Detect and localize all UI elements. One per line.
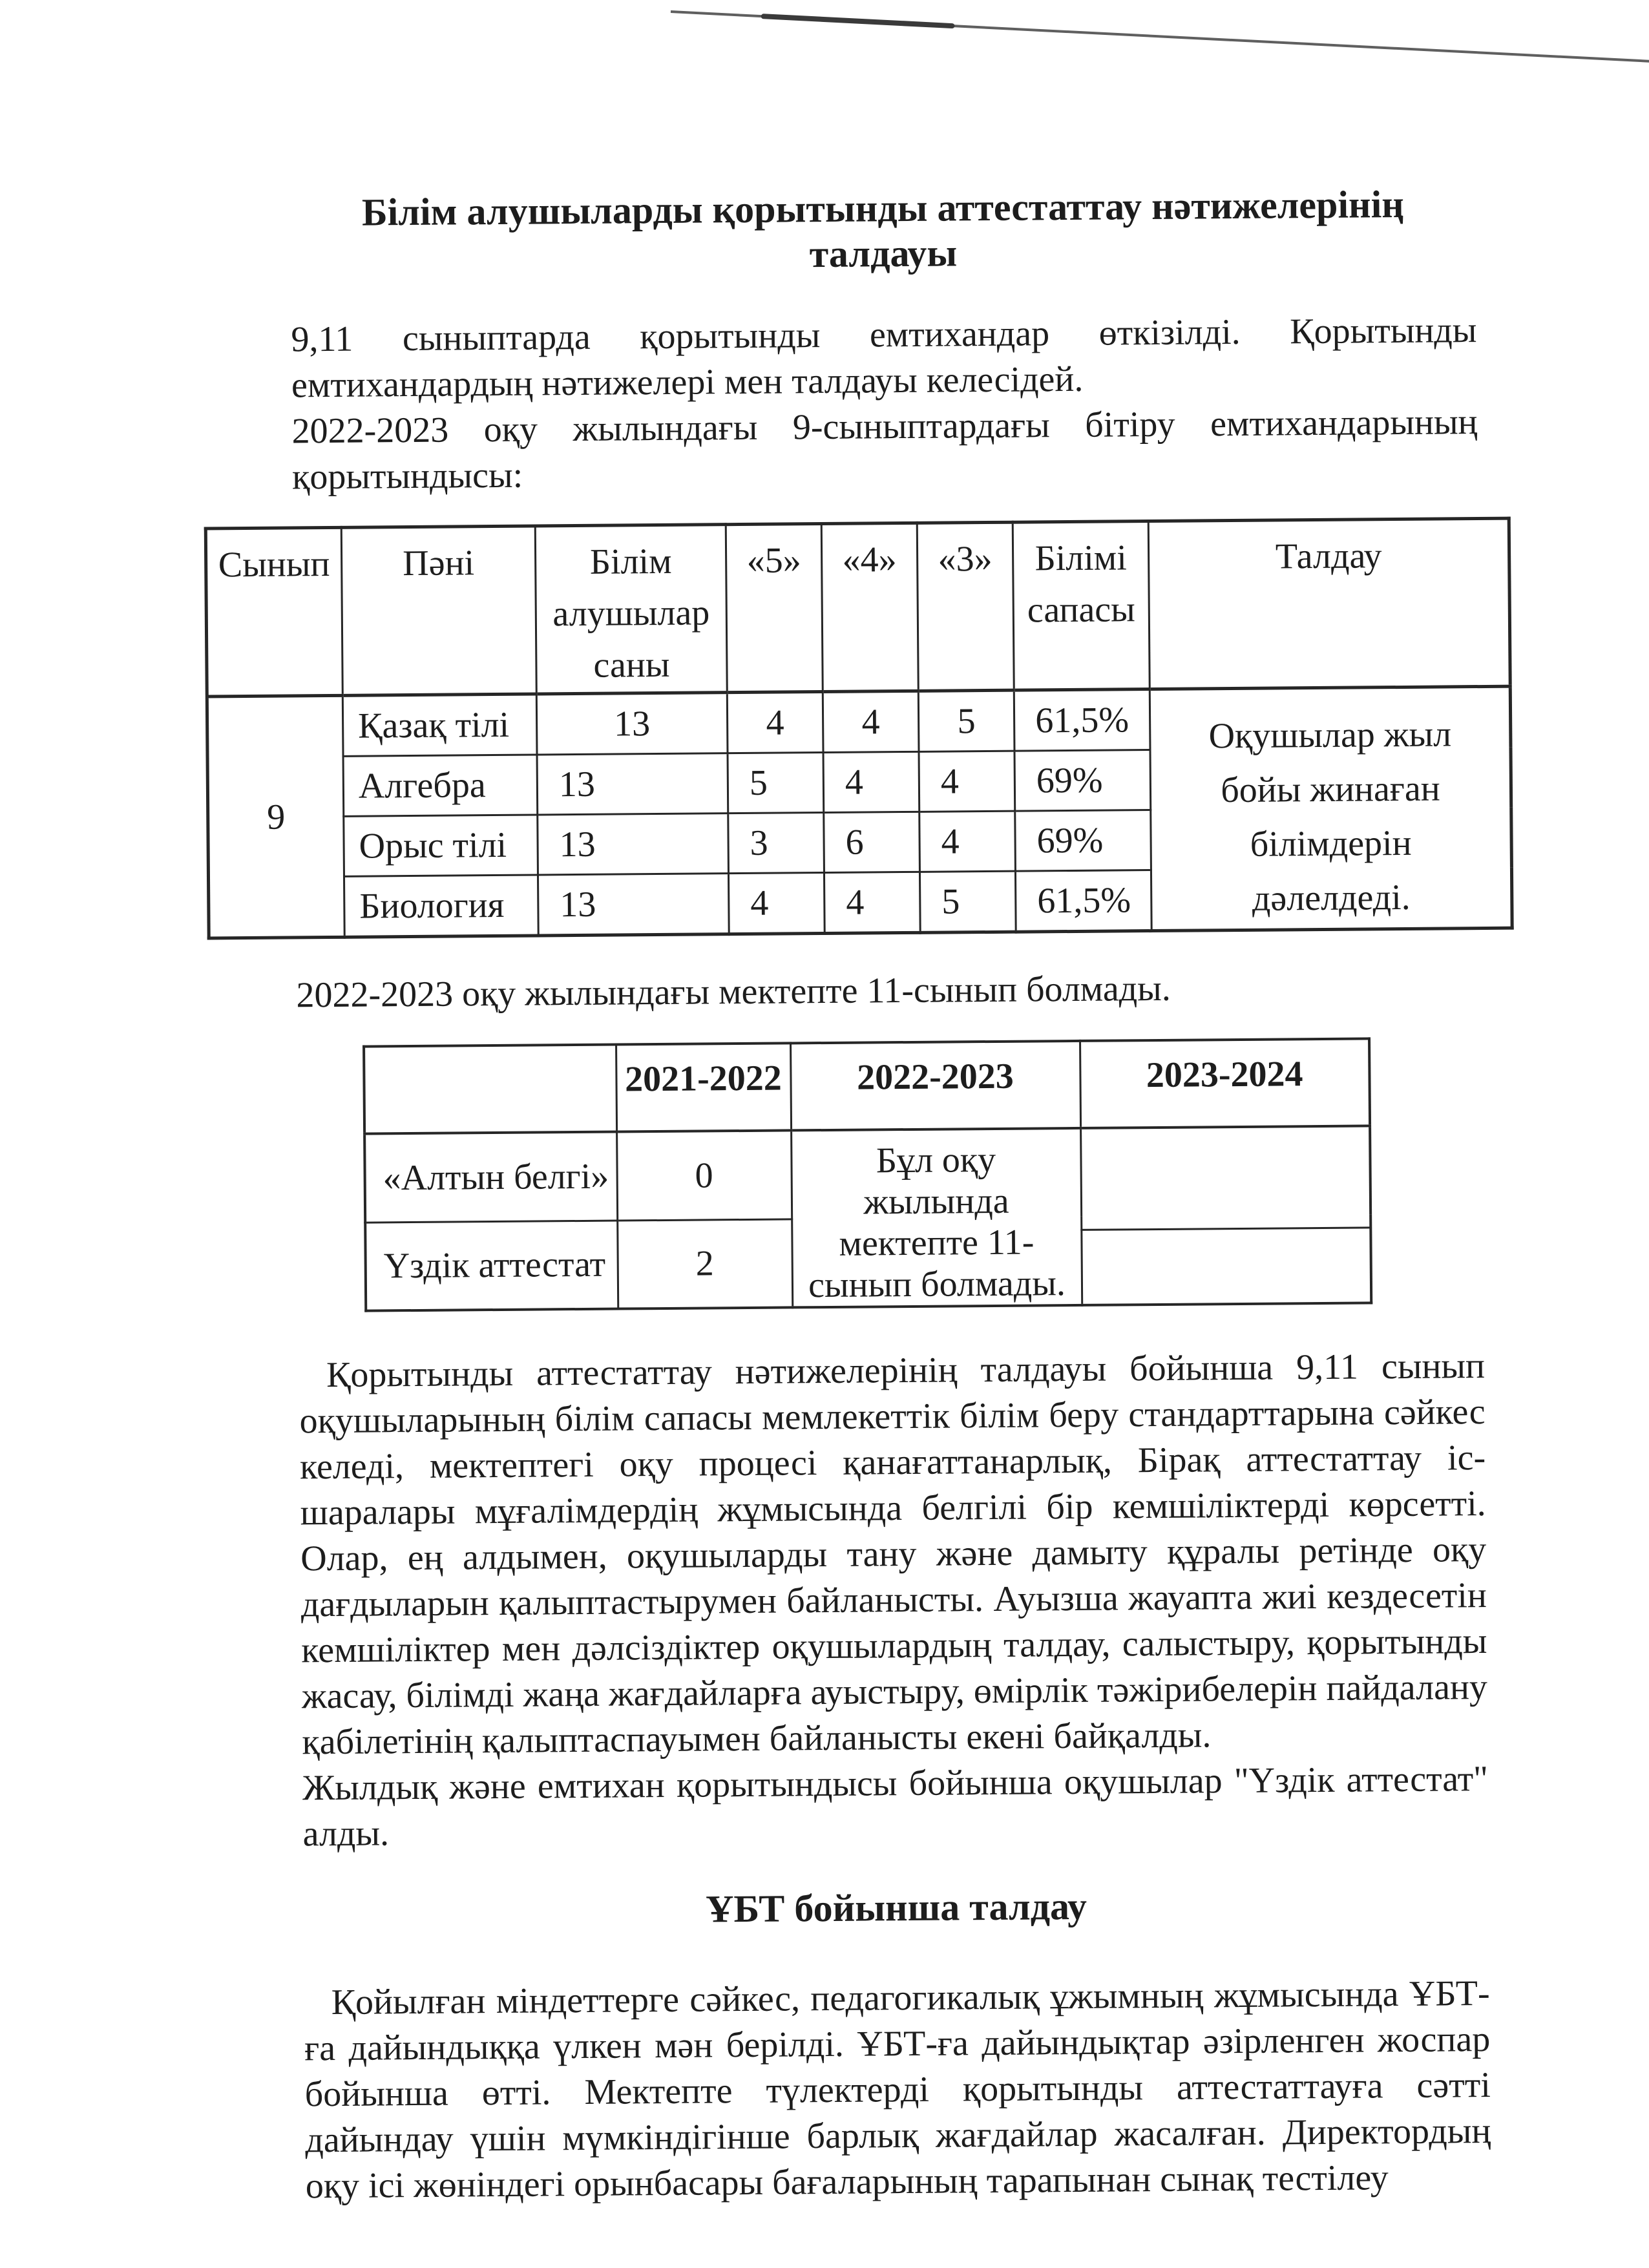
students-cell: 13 — [538, 814, 729, 875]
grade3-cell: 4 — [919, 751, 1015, 812]
header-grade3: «3» — [917, 522, 1014, 691]
header-student-count: Білім алушылар саны — [535, 525, 727, 694]
page-title: Білім алушыларды қорытынды аттестаттау нәтижелерінің талдауы — [361, 182, 1405, 276]
grade4-cell: 4 — [824, 872, 920, 933]
award-value-cell: 2 — [617, 1219, 792, 1308]
award-label-cell: «Алтын белгі» — [364, 1132, 617, 1223]
grade3-cell: 5 — [919, 871, 1016, 932]
header-analysis: Талдау — [1148, 518, 1510, 689]
grade9-exam-results-table — [204, 517, 1514, 940]
ubt-section-heading: ҰБТ бойынша талдау — [705, 1884, 1087, 1931]
header-2021-2022: 2021-2022 — [616, 1043, 791, 1131]
grade5-cell: 4 — [727, 692, 823, 753]
quality-cell: 69% — [1014, 750, 1151, 812]
header-class: Сынып — [205, 527, 342, 697]
no-grade11-table-note-cell: Бұл оқу жылында мектепте 11-сынып болмады. — [791, 1128, 1082, 1308]
grade5-cell: 3 — [728, 813, 824, 874]
students-cell: 13 — [537, 753, 728, 815]
empty-2023-2024-cell — [1080, 1126, 1371, 1305]
intro-paragraph-2: 2022-2023 оқу жылындағы 9-сыныптардағы бітіру емтихандарының қорытындысы: — [291, 402, 1478, 498]
no-grade11-note: 2022-2023 оқу жылындағы мектепте 11-сынып болмады. — [296, 968, 1171, 1016]
students-cell: 13 — [538, 874, 729, 936]
subject-cell: Алгебра — [343, 755, 538, 816]
awards-header-row — [364, 1038, 1370, 1133]
award-label-cell: Үздік аттестат — [365, 1221, 618, 1311]
header-quality: Білімі сапасы — [1013, 521, 1150, 691]
quality-cell: 61,5% — [1014, 689, 1150, 751]
intro-paragraph-1: 9,11 сыныптарда қорытынды емтихандар өткізілді. Қорытынды емтихандардың нәтижелері мен талдауы келесідей. — [291, 310, 1477, 406]
grade5-cell: 5 — [728, 753, 824, 814]
header-2023-2024: 2023-2024 — [1080, 1038, 1370, 1128]
exam-table-row — [207, 686, 1511, 757]
award-result-paragraph: Жылдық және емтихан қорытындысы бойынша оқушылар "Үздік аттестат" алды. — [302, 1758, 1489, 1854]
award-value-cell: 0 — [616, 1130, 792, 1220]
class-number-cell: 9 — [207, 695, 344, 938]
header-grade5: «5» — [726, 524, 823, 693]
grade5-cell: 4 — [728, 873, 824, 934]
header-grade4: «4» — [821, 523, 918, 691]
grade4-cell: 6 — [824, 812, 920, 872]
ubt-paragraph: Қойылған міндеттерге сәйкес, педагогикалық ұжымның жұмысында ҰБТ-ға дайындыққа үлкен мән берілді. ҰБТ-ға дайындықтар әзірленген жоспар бойынша өтті. Мектепте түлектерді қорытынды аттестаттауға сәтті дайындау үшін мүмкіндігінше барлық жағдайлар жасалған. Директордың оқу ісі жөніндегі орынбасары бағаларының тарапынан сынақ тестілеу — [304, 1973, 1491, 2207]
grade4-cell: 4 — [823, 751, 919, 812]
header-2022-2023: 2022-2023 — [790, 1041, 1080, 1131]
grade3-cell: 5 — [918, 690, 1014, 751]
awards-comparison-table — [362, 1037, 1372, 1312]
grade4-cell: 4 — [823, 691, 919, 752]
exam-table-header-row — [205, 518, 1510, 697]
subject-cell: Қазақ тілі — [342, 694, 537, 756]
grade3-cell: 4 — [919, 811, 1016, 872]
offset-row-divider — [1080, 1226, 1372, 1231]
students-cell: 13 — [536, 693, 728, 755]
header-subject: Пәні — [341, 526, 536, 695]
awards-row — [364, 1126, 1371, 1222]
header-empty — [364, 1045, 616, 1134]
analysis-note-cell: Оқушылар жыл бойы жинаған білімдерін дәлелдеді. — [1150, 686, 1512, 930]
quality-cell: 69% — [1015, 810, 1151, 872]
subject-cell: Орыс тілі — [344, 815, 538, 876]
quality-cell: 61,5% — [1015, 870, 1151, 932]
attestation-analysis-paragraph: Қорытынды аттестаттау нәтижелерінің талдауы бойынша 9,11 сынып оқушыларының білім сапасы мемлекеттік білім беру стандарттарына сәйкес келеді, мектептегі оқу процесі қанағаттанарлық, Бірақ аттестаттау іс-шаралары мұғалімдердің жұмысында белгілі бір кемшіліктерді көрсетті. Олар, ең алдымен, оқушыларды тану және дамыту құралы ретінде оқу дағдыларын қалыптастырумен байланысты. Ауызша жауапта жиі кездесетін кемшіліктер мен дәлсіздіктер оқушылардың талдау, салыстыру, қорытынды жасау, білімді жаңа жағдайларға ауыстыру, өмірлік тәжірибелерін пайдалану қабілетінің қалыптаспауымен байланысты екені байқалды. — [299, 1346, 1488, 1763]
subject-cell: Биология — [344, 875, 538, 937]
